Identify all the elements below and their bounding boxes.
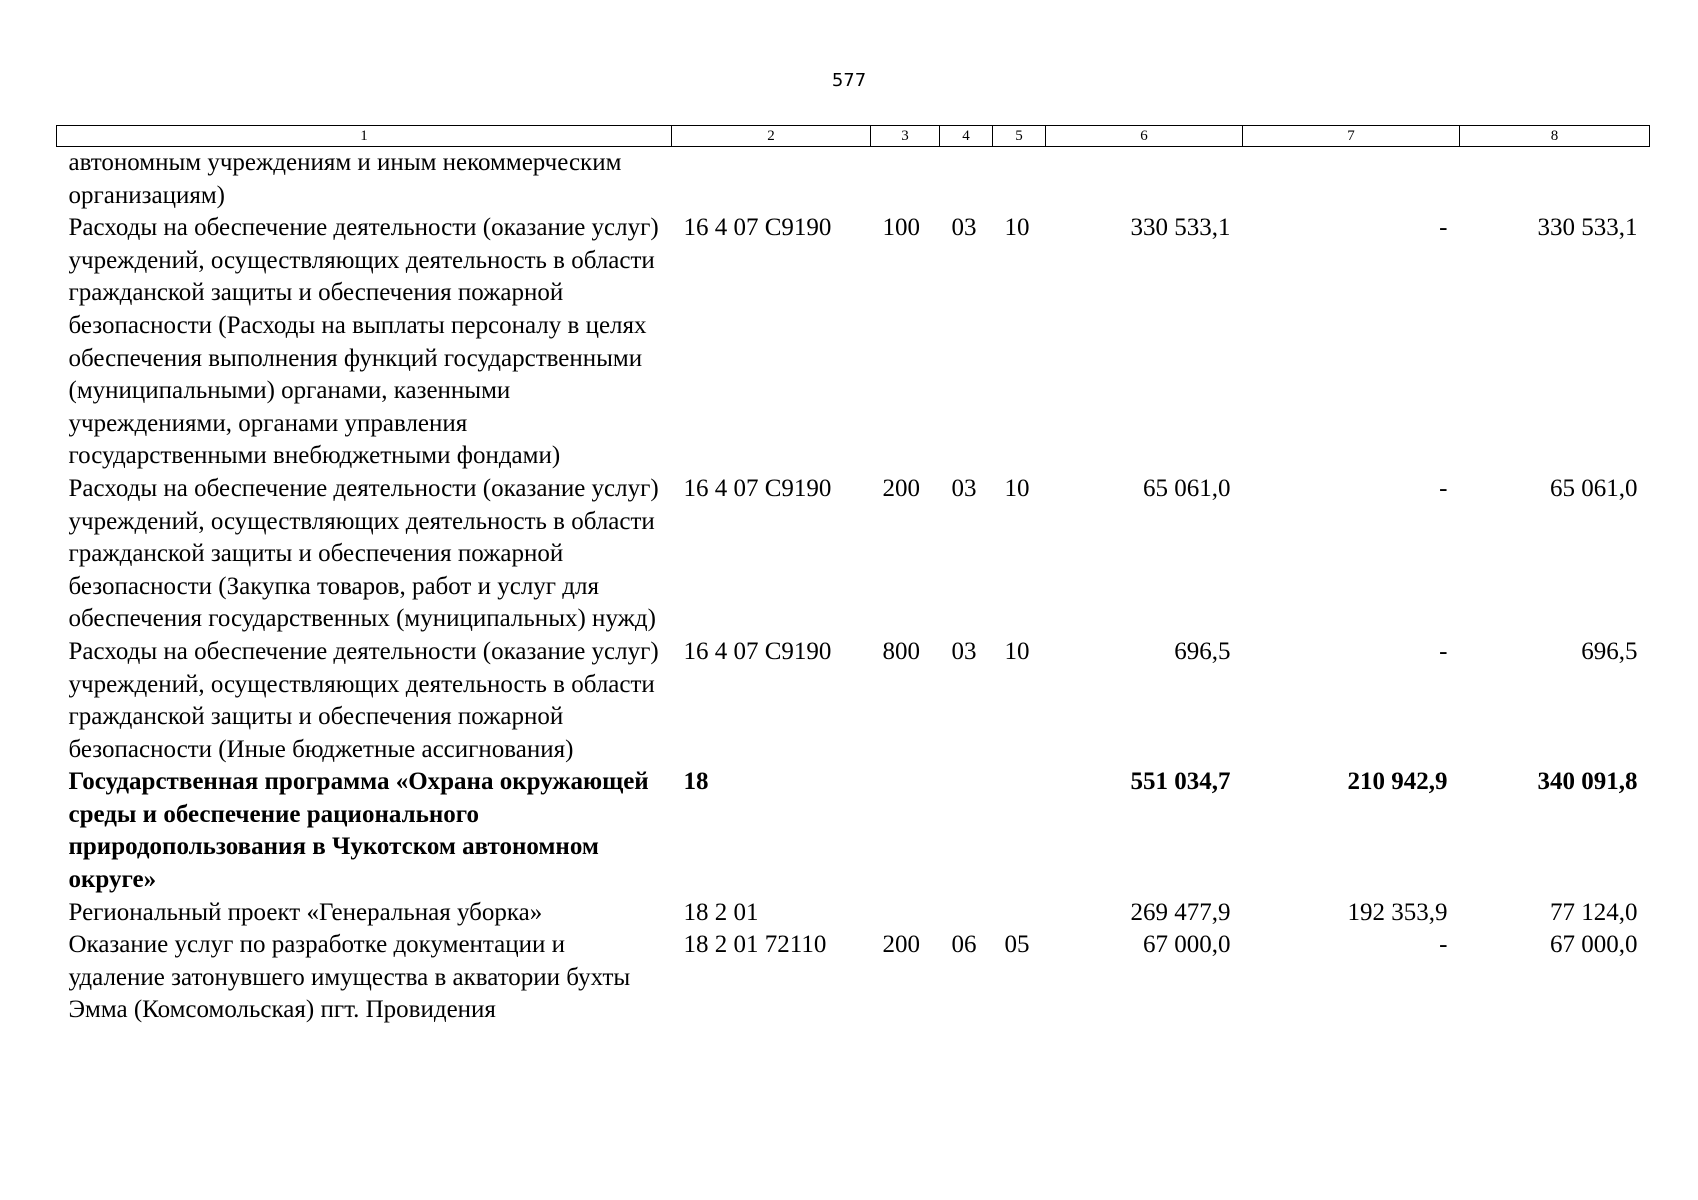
table-header <box>57 126 1650 147</box>
column-header: 7 <box>1243 126 1460 147</box>
section-code: 06 <box>951 931 977 959</box>
program-code: 16 4 07 С9190 <box>683 214 832 242</box>
total-amount: 269 477,9 <box>1130 898 1231 926</box>
expense-name: Расходы на обеспечение деятельности (оказание услуг) учреждений, осуществляющих деятельность в области гражданской защиты и обеспечения пожарной безопасности (Иные бюджетные ассигнования) <box>68 637 659 763</box>
subsection-code: 10 <box>1004 214 1030 242</box>
total-amount: 67 000,0 <box>1143 931 1231 959</box>
column-header: 2 <box>672 126 871 147</box>
federal-amount: - <box>1439 931 1448 959</box>
table-body <box>57 147 1650 1028</box>
federal-amount: - <box>1439 637 1448 665</box>
expense-type-code: 200 <box>882 931 920 959</box>
budget-table <box>56 125 1650 1027</box>
regional-amount: 330 533,1 <box>1537 214 1638 242</box>
expense-name: автономным учреждениям и иным некоммерческим организациям) <box>68 149 622 209</box>
regional-amount: 67 000,0 <box>1550 931 1638 959</box>
total-amount: 696,5 <box>1174 637 1231 665</box>
expense-type-code: 100 <box>882 214 920 242</box>
subsection-code <box>993 766 1046 896</box>
table-row <box>57 929 1650 1027</box>
page-number: 577 <box>831 70 867 91</box>
program-code <box>672 147 871 213</box>
table-row <box>57 212 1650 473</box>
expense-type-code <box>871 147 940 213</box>
column-header: 5 <box>993 126 1046 147</box>
program-code: 18 2 01 72110 <box>683 931 827 959</box>
regional-amount: 77 124,0 <box>1550 898 1638 926</box>
subsection-code: 10 <box>1004 637 1030 665</box>
federal-amount <box>1243 147 1460 213</box>
total-amount: 65 061,0 <box>1143 474 1231 502</box>
expense-name: Оказание услуг по разработке документации и удаление затонувшего имущества в акватории бухты Эмма (Комсомольская) пгт. Провидения <box>68 931 631 1024</box>
column-number-row <box>57 126 1650 147</box>
expense-name: Расходы на обеспечение деятельности (оказание услуг) учреждений, осуществляющих деятельность в области гражданской защиты и обеспечения пожарной безопасности (Расходы на выплаты персоналу в целях обеспечения выполнения функций государственными (муниципальными) органами, казенными учреждениями, органами управления государственными внебюджетными фондами) <box>68 214 659 470</box>
total-amount: 330 533,1 <box>1130 214 1231 242</box>
federal-amount: - <box>1439 474 1448 502</box>
section-code: 03 <box>951 637 977 665</box>
column-header: 6 <box>1046 126 1243 147</box>
table-row <box>57 473 1650 636</box>
program-code: 16 4 07 С9190 <box>683 637 832 665</box>
program-code: 18 2 01 <box>683 898 759 926</box>
expense-type-code <box>871 897 940 930</box>
total-amount <box>1046 147 1243 213</box>
expense-type-code: 200 <box>882 474 920 502</box>
expense-type-code <box>871 766 940 896</box>
subsection-code <box>993 147 1046 213</box>
regional-amount: 340 091,8 <box>1537 768 1638 796</box>
federal-amount: 210 942,9 <box>1347 768 1448 796</box>
column-header: 1 <box>57 126 672 147</box>
section-code <box>940 147 993 213</box>
subsection-code <box>993 897 1046 930</box>
section-code: 03 <box>951 214 977 242</box>
total-amount: 551 034,7 <box>1130 768 1231 796</box>
expense-type-code: 800 <box>882 637 920 665</box>
expense-name: Расходы на обеспечение деятельности (оказание услуг) учреждений, осуществляющих деятельность в области гражданской защиты и обеспечения пожарной безопасности (Закупка товаров, работ и услуг для обеспечения государственных (муниципальных) нужд) <box>68 474 659 633</box>
program-total-row <box>57 766 1650 896</box>
regional-amount: 696,5 <box>1581 637 1638 665</box>
regional-amount <box>1460 147 1650 213</box>
column-header: 3 <box>871 126 940 147</box>
expense-name: Региональный проект «Генеральная уборка» <box>68 898 543 926</box>
section-code <box>940 897 993 930</box>
regional-amount: 65 061,0 <box>1550 474 1638 502</box>
federal-amount: 192 353,9 <box>1347 898 1448 926</box>
column-header: 8 <box>1460 126 1650 147</box>
table-row <box>57 897 1650 930</box>
section-code: 03 <box>951 474 977 502</box>
program-code: 16 4 07 С9190 <box>683 474 832 502</box>
column-header: 4 <box>940 126 993 147</box>
program-code: 18 <box>683 768 709 796</box>
table-row <box>57 147 1650 213</box>
subsection-code: 05 <box>1004 931 1030 959</box>
section-code <box>940 766 993 896</box>
program-name: Государственная программа «Охрана окружающей среды и обеспечение рационального природопользования в Чукотском автономном округе» <box>68 768 649 894</box>
table-row <box>57 636 1650 766</box>
subsection-code: 10 <box>1004 474 1030 502</box>
federal-amount: - <box>1439 214 1448 242</box>
